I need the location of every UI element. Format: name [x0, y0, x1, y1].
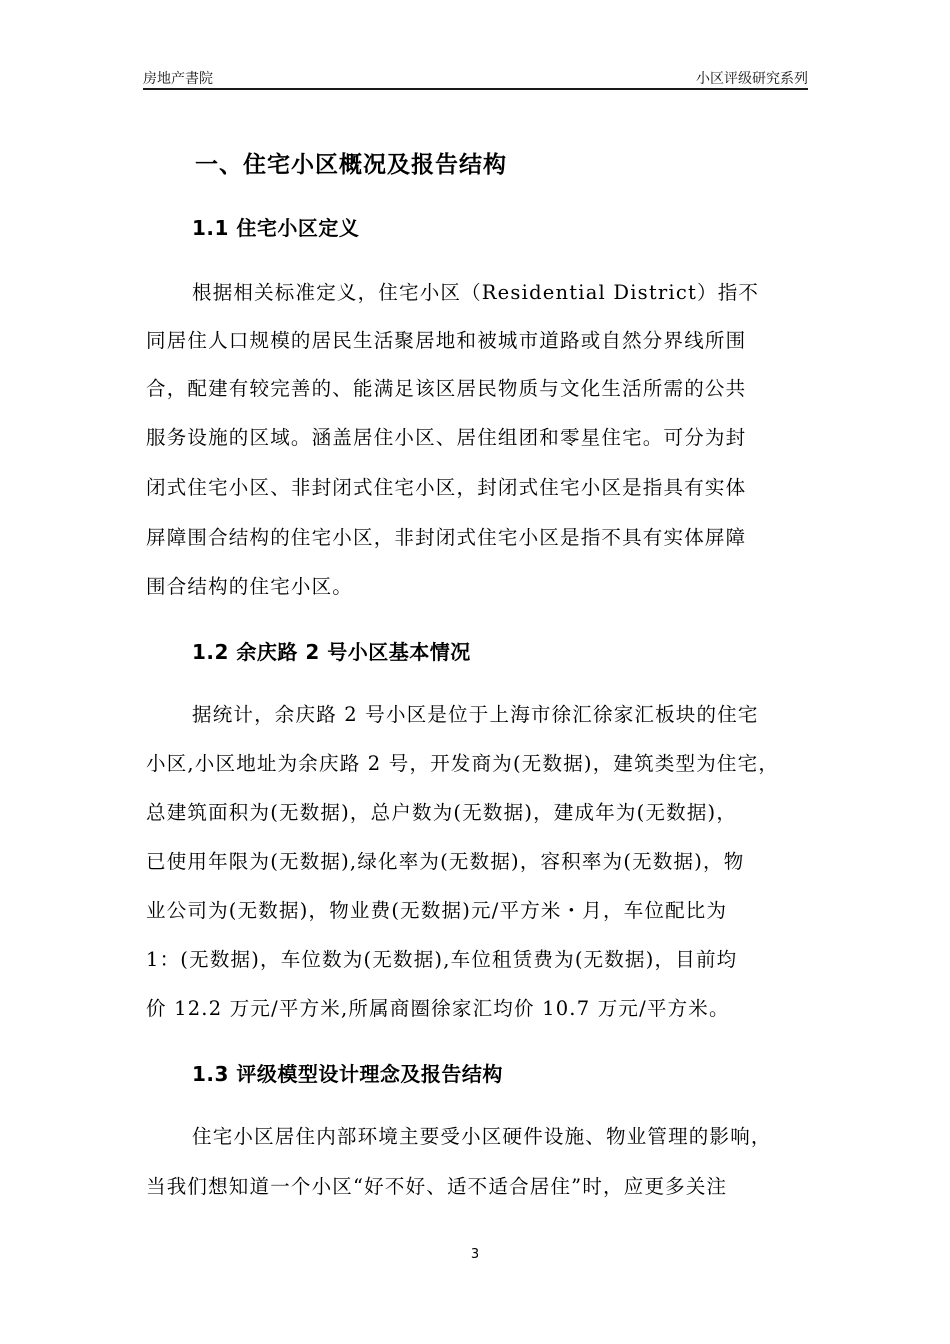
- paragraph-line: 住宅小区居住内部环境主要受小区硬件设施、物业管理的影响，: [192, 1125, 772, 1148]
- chapter-title: 一、住宅小区概况及报告结构: [195, 152, 507, 178]
- paragraph-line: 当我们想知道一个小区“好不好、适不适合居住”时，应更多关注: [146, 1175, 728, 1198]
- paragraph-line: 小区,小区地址为余庆路 2 号，开发商为(无数据)，建筑类型为住宅，: [146, 752, 780, 775]
- paragraph-line: 同居住人口规模的居民生活聚居地和被城市道路或自然分界线所围: [146, 329, 747, 352]
- header-publisher: 房地产書院: [143, 71, 213, 87]
- page-header: [143, 66, 808, 90]
- paragraph-line: 价 12.2 万元/平方米,所属商圈徐家汇均价 10.7 万元/平方米。: [146, 997, 730, 1020]
- paragraph-line: 据统计，余庆路 2 号小区是位于上海市徐汇徐家汇板块的住宅: [192, 703, 759, 726]
- header-series: 小区评级研究系列: [696, 71, 808, 87]
- paragraph-line: 服务设施的区域。涵盖居住小区、居住组团和零星住宅。可分为封: [146, 426, 747, 449]
- paragraph-line: 屏障围合结构的住宅小区，非封闭式住宅小区是指不具有实体屏障: [146, 526, 747, 549]
- paragraph-line: 业公司为(无数据)，物业费(无数据)元/平方米・月，车位配比为: [146, 899, 728, 922]
- section-title-1-2: 1.2 余庆路 2 号小区基本情况: [192, 640, 471, 664]
- section-title-1-1: 1.1 住宅小区定义: [192, 216, 360, 240]
- paragraph-line: 根据相关标准定义，住宅小区（Residential District）指不: [192, 281, 760, 304]
- paragraph-line: 闭式住宅小区、非封闭式住宅小区，封闭式住宅小区是指具有实体: [146, 476, 747, 499]
- paragraph-line: 围合结构的住宅小区。: [146, 575, 354, 598]
- paragraph-line: 总建筑面积为(无数据)，总户数为(无数据)，建成年为(无数据)，: [146, 801, 738, 824]
- paragraph-line: 1：(无数据)，车位数为(无数据),车位租赁费为(无数据)，目前均: [146, 948, 738, 971]
- section-title-1-3: 1.3 评级模型设计理念及报告结构: [192, 1062, 503, 1086]
- page-number: 3: [470, 1247, 480, 1262]
- paragraph-line: 合，配建有较完善的、能满足该区居民物质与文化生活所需的公共: [146, 377, 747, 400]
- paragraph-line: 已使用年限为(无数据),绿化率为(无数据)，容积率为(无数据)，物: [146, 850, 745, 873]
